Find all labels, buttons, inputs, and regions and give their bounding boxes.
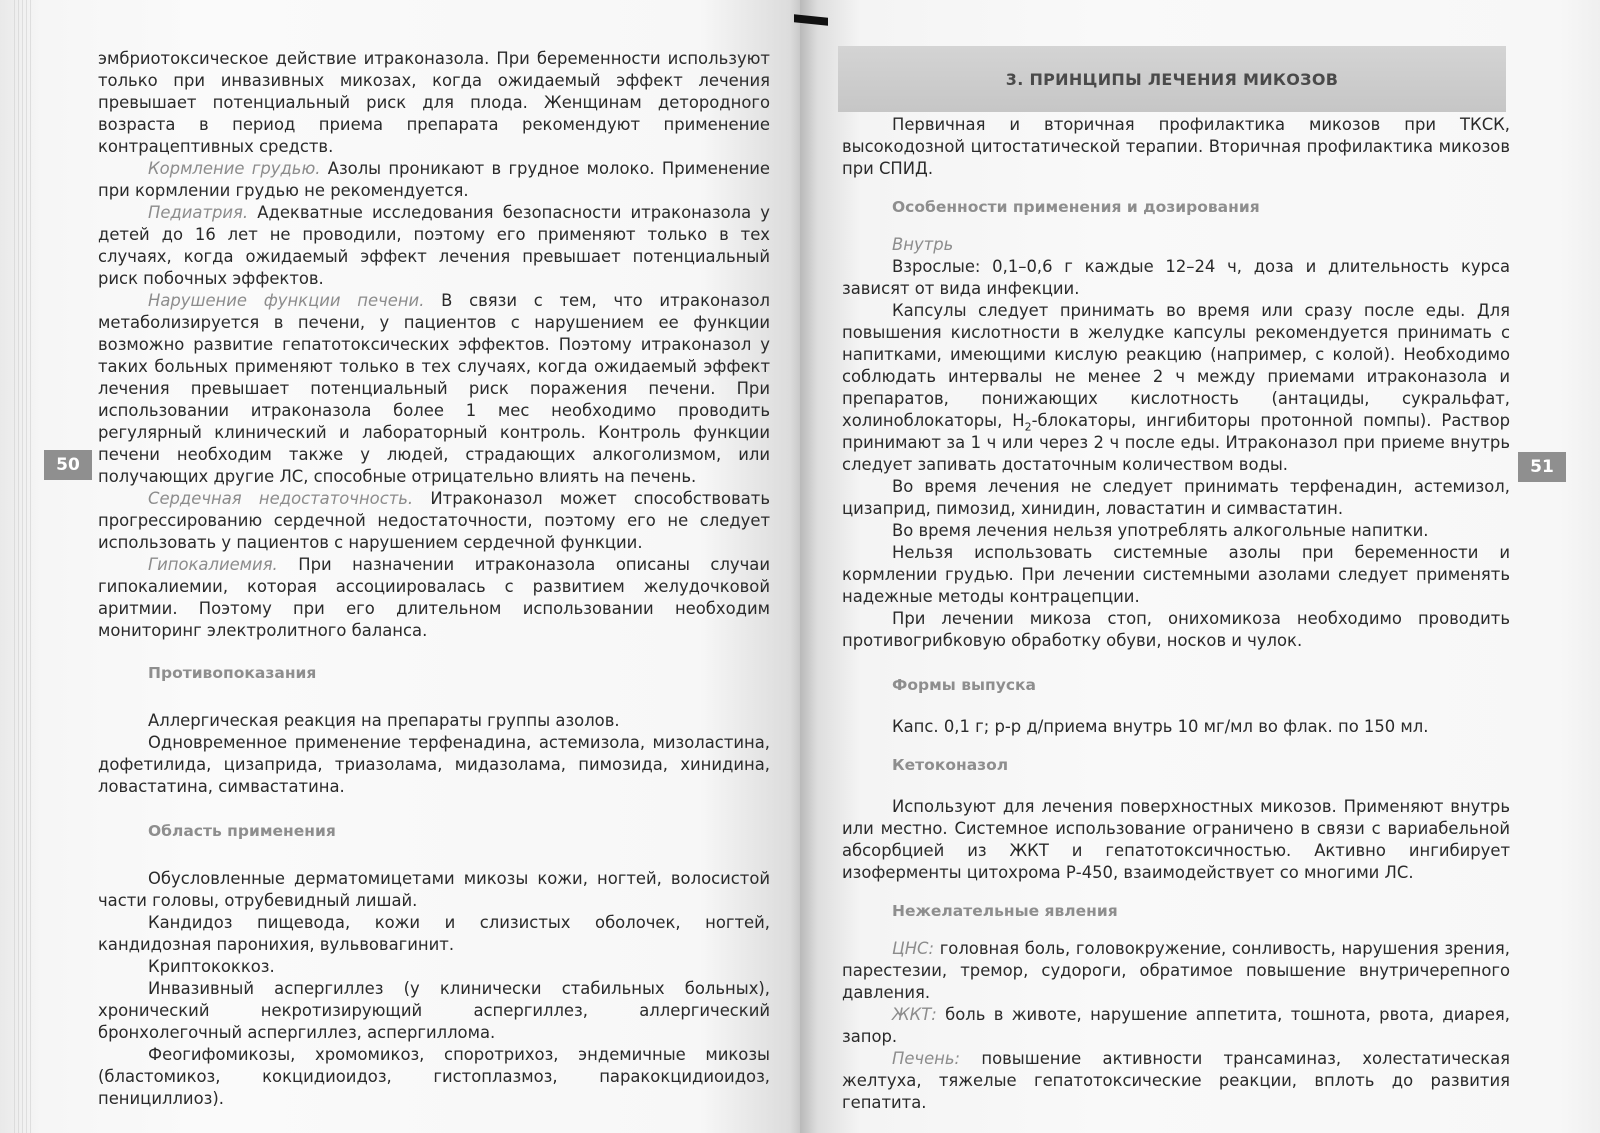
usage-item-4: Инвазивный аспергиллез (у клинически стабильных больных), хронический некротизирующий аспергиллез, аллергический бронхолегочный аспергиллез, аспергиллома. [98, 979, 770, 1042]
pediatrics-text: Адекватные исследования безопасности итраконазола у детей до 16 лет не проводили, поэтому его применяют только в тех случаях, когда ожидаемый эффект лечения превышает потенциальный риск побочных эффектов. [98, 203, 770, 288]
right-page-body [842, 114, 1510, 1114]
adverse-liver [842, 1048, 1510, 1114]
heart-label: Сердечная недостаточность. [148, 489, 414, 508]
lactation-text: Азолы проникают в грудное молоко. Применение при кормлении грудью не рекомендуется. [98, 159, 771, 200]
no-alcohol: Во время лечения нельзя употреблять алкогольные напитки. [892, 521, 1429, 540]
left-page-body [98, 48, 770, 1110]
paragraph: Первичная и вторичная профилактика микозов при ТКСК, высокодозной цитостатической терапии. Вторичная профилактика микозов при СПИД. [842, 115, 1510, 178]
paragraph-pediatrics [98, 202, 770, 290]
liver-adverse-text: повышение активности трансаминаз, холестатическая желтуха, тяжелые гепатотоксические реакции, вплоть до развития гепатита. [842, 1049, 1510, 1112]
usage-heading: Область применения [148, 822, 336, 840]
gi-text: боль в животе, нарушение аппетита, тошнота, рвота, диарея, запор. [842, 1005, 1510, 1046]
oral-label-text: Внутрь [892, 235, 954, 254]
hypokalemia-label: Гипокалиемия. [148, 555, 278, 574]
adverse-heading: Нежелательные явления [892, 902, 1118, 920]
liver-text: В связи с тем, что итраконазол метаболизируется в печени, у пациентов с нарушением ее функции возможно развитие гепатотоксических эффектов. Поэтому итраконазол у таких больных применяют только в тех случаях, когда ожидаемый эффект лечения превышает потенциальный риск поражения печени. При использовании итраконазола более 1 мес необходимо проводить регулярный клинический и лабораторный контроль. Контроль функции печени необходим также у людей, страдающих алкоголизмом, или получающих другие ЛС, способные отрицательно влиять на печень. [98, 291, 770, 486]
paragraph: эмбриотоксическое действие итраконазола. При беременности используют только при инвазивных микозах, когда ожидаемый эффект лечения превышает потенциальный риск для плода. Женщинам детородного возраста в период приема препарата рекомендуют применение контрацептивных средств. [98, 49, 770, 156]
lactation-label: Кормление грудью. [148, 159, 321, 178]
cns-text: головная боль, головокружение, сонливость, нарушения зрения, парестезии, тремор, судороги, обратимое повышение внутричерепного давления. [842, 939, 1510, 1002]
adults-dosing: Взрослые: 0,1–0,6 г каждые 12–24 ч, доза и длительность курса зависят от вида инфекции. [842, 257, 1510, 298]
page-number-right: 51 [1518, 452, 1566, 482]
footwear-note: При лечении микоза стоп, онихомикоза необходимо проводить противогрибковую обработку обуви, носков и чулок. [842, 609, 1510, 650]
ketoconazole-text: Используют для лечения поверхностных микозов. Применяют внутрь или местно. Системное использование ограничено в связи с вариабельной абсорбцией из ЖКТ и гепатотоксичностью. Активно ингибирует изоферменты цитохрома Р-450, взаимодействует со многими ЛС. [842, 797, 1510, 882]
chapter-header-bar [838, 46, 1506, 112]
ketoconazole-heading: Кетоконазол [892, 756, 1009, 774]
usage-item-2: Кандидоз пищевода, кожи и слизистых оболочек, ногтей, кандидозная паронихия, вульвовагинит. [98, 913, 770, 954]
page-edge-stack [14, 0, 34, 1133]
cns-label: ЦНС: [892, 939, 935, 958]
paragraph-liver [98, 290, 770, 488]
heart-text: Итраконазол может способствовать прогрессированию сердечной недостаточности, поэтому его не следует использовать у пациентов с нарушением сердечной функции. [98, 489, 770, 552]
paragraph-heart [98, 488, 770, 554]
contraindications-heading: Противопоказания [148, 664, 317, 682]
paragraph-hypokalemia [98, 554, 770, 642]
forms-text: Капс. 0,1 г; р-р д/приема внутрь 10 мг/мл во флак. по 150 мл. [892, 717, 1429, 736]
liver-adverse-label: Печень: [892, 1049, 961, 1068]
adverse-gi [842, 1004, 1510, 1048]
chapter-title: 3. ПРИНЦИПЫ ЛЕЧЕНИЯ МИКОЗОВ [1005, 69, 1339, 89]
liver-label: Нарушение функции печени. [148, 291, 425, 310]
pregnancy-note: Нельзя использовать системные азолы при беременности и кормлении грудью. При лечении системными азолами следует применять надежные методы контрацепции. [842, 543, 1510, 606]
usage-item-1: Обусловленные дерматомицетами микозы кожи, ногтей, волосистой части головы, отрубевидный лишай. [98, 869, 770, 910]
dosing-heading: Особенности применения и дозирования [892, 198, 1260, 216]
capsules-text-a: Капсулы следует принимать во время или сразу после еды. Для повышения кислотности в желудке капсулы рекомендуется принимать с напитками, имеющими кислую реакцию (например, с колой). Необходимо соблюдать интервалы не менее 2 ч между приемами итраконазола и препаратов, понижающих кислотность (антациды, сукральфат, холиноблокаторы, H [842, 301, 1510, 430]
gi-label: ЖКТ: [892, 1005, 937, 1024]
contraindication-2: Одновременное применение терфенадина, астемизола, мизоластина, дофетилида, цизаприда, триазолама, мидазолама, пимозида, хинидина, ловастатина, симвастатина. [98, 733, 770, 796]
page-number-left: 50 [44, 450, 92, 480]
contraindication-1: Аллергическая реакция на препараты группы азолов. [148, 711, 620, 730]
avoid-drugs: Во время лечения не следует принимать терфенадин, астемизол, цизаприд, пимозид, хинидин, ловастатин и симвастатин. [842, 477, 1510, 518]
usage-item-5: Феогифомикозы, хромомикоз, споротрихоз, эндемичные микозы (бластомикоз, кокцидиоидоз, гистоплазмоз, паракокцидиоидоз, пенициллиоз). [98, 1045, 770, 1108]
capsules-instructions [842, 300, 1510, 476]
adverse-cns [842, 938, 1510, 1004]
pediatrics-label: Педиатрия. [148, 203, 249, 222]
paragraph-lactation [98, 158, 770, 202]
capsules-text-b: -блокаторы, ингибиторы протонной помпы). Раствор принимают за 1 ч или через 2 ч после еды. Итраконазол при приеме внутрь следует запивать достаточным количеством воды. [842, 411, 1511, 474]
capsules-subscript: 2 [1024, 420, 1032, 434]
oral-label [842, 234, 1510, 256]
hypokalemia-text: При назначении итраконазола описаны случаи гипокалиемии, которая ассоциировалась с развитием желудочковой аритмии. Поэтому при его длительном использовании необходим мониторинг электролитного баланса. [98, 555, 770, 640]
forms-heading: Формы выпуска [892, 676, 1037, 694]
usage-item-3: Криптококкоз. [148, 957, 275, 976]
